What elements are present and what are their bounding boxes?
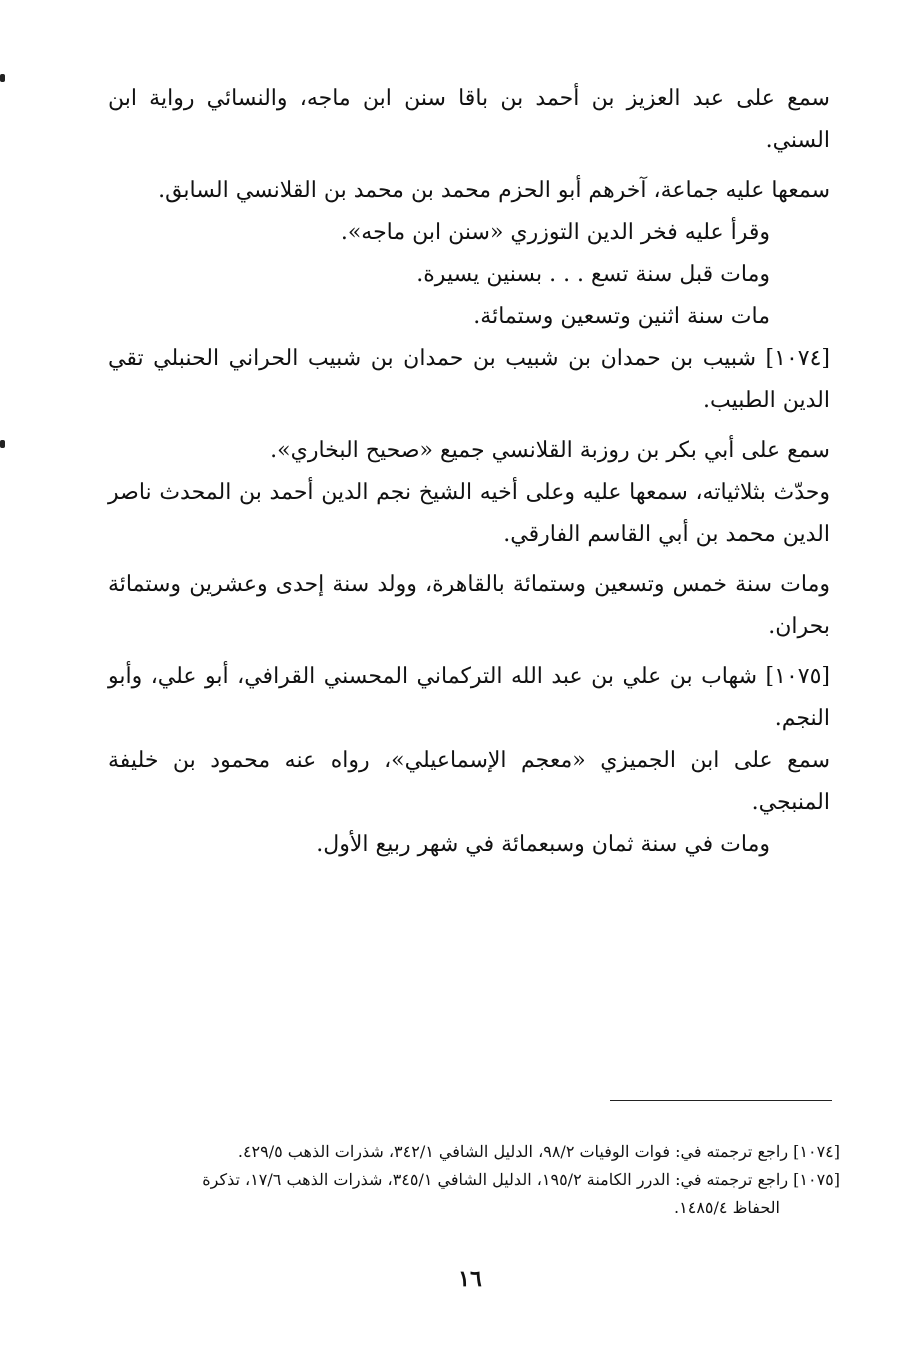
main-text: [108, 78, 830, 866]
footnotes: [108, 1138, 840, 1222]
footnote-1074: [١٠٧٤] راجع ترجمته في: فوات الوفيات ٩٨/٢، الدليل الشافي ٣٤٢/١، شذرات الذهب ٤٢٩/٥.: [237, 1142, 840, 1161]
page-number: ١٦: [458, 1266, 482, 1292]
entry-heading-1074: [١٠٧٤] شبيب بن حمدان بن شبيب بن حمدان بن شبيب الحراني الحنبلي تقي الدين الطبيب.: [108, 346, 830, 413]
paragraph: وقرأ عليه فخر الدين التوزري «سنن ابن ماجه».: [340, 220, 770, 245]
entry-heading-1075: [١٠٧٥] شهاب بن علي بن عبد الله التركماني المحسني القرافي، أبو علي، وأبو النجم.: [108, 664, 830, 731]
footnote-1075-continuation: الحفاظ ١٤٨٥/٤.: [674, 1198, 780, 1217]
footnote-1075: [١٠٧٥] راجع ترجمته في: الدرر الكامنة ١٩٥/٢، الدليل الشافي ٣٤٥/١، شذرات الذهب ١٧/٦، تذكرة: [202, 1170, 840, 1189]
paragraph: ومات سنة خمس وتسعين وستمائة بالقاهرة، وولد سنة إحدى وعشرين وستمائة بحران.: [108, 572, 830, 639]
scan-edge-mark: [0, 440, 5, 448]
paragraph: وحدّث بثلاثياته، سمعها عليه وعلى أخيه الشيخ نجم الدين أحمد بن المحدث ناصر الدين محمد بن أبي القاسم الفارقي.: [108, 480, 830, 547]
paragraph: سمعها عليه جماعة، آخرهم أبو الحزم محمد بن محمد بن القلانسي السابق.: [158, 178, 830, 203]
paragraph: ومات قبل سنة تسع . . . بسنين يسيرة.: [416, 262, 770, 287]
paragraph: ومات في سنة ثمان وسبعمائة في شهر ربيع الأول.: [316, 832, 770, 857]
paragraph: سمع على عبد العزيز بن أحمد بن باقا سنن ابن ماجه، والنسائي رواية ابن السني.: [108, 86, 830, 153]
paragraph: سمع على أبي بكر بن روزبة القلانسي جميع «صحيح البخاري».: [270, 438, 830, 463]
footnote-divider: [610, 1100, 832, 1101]
paragraph: مات سنة اثنين وتسعين وستمائة.: [473, 304, 770, 329]
paragraph: سمع على ابن الجميزي «معجم الإسماعيلي»، رواه عنه محمود بن خليفة المنبجي.: [108, 748, 830, 815]
scan-edge-mark: [0, 74, 5, 82]
